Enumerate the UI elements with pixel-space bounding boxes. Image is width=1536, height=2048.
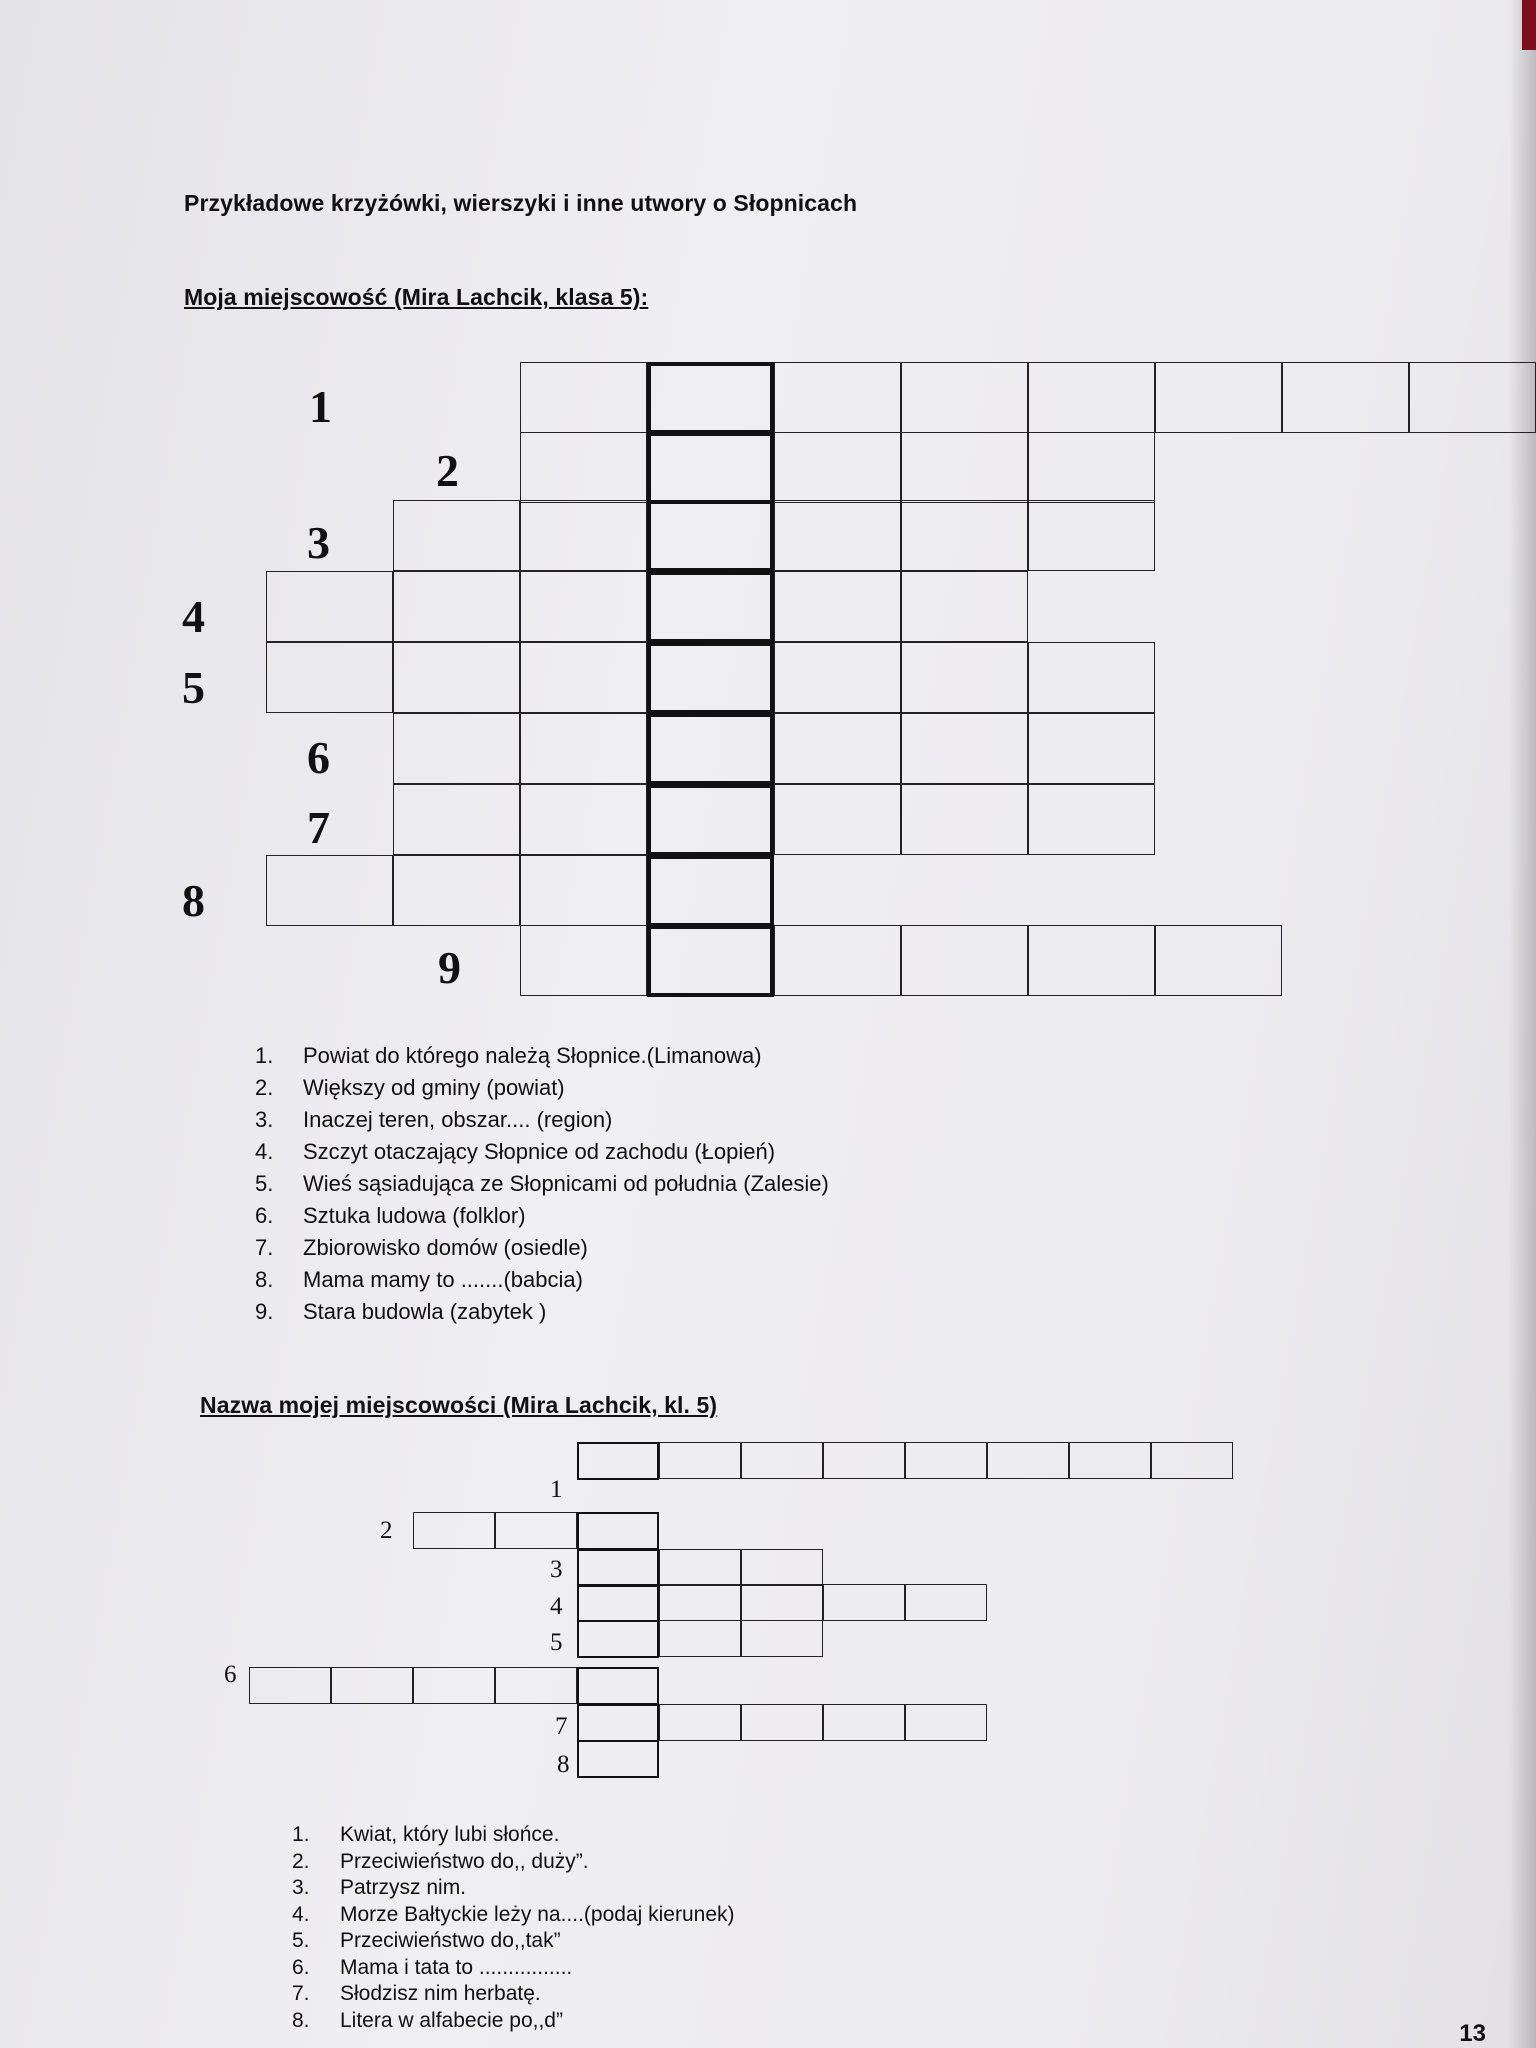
crossword-cell[interactable]	[393, 571, 520, 642]
crossword-cell[interactable]	[901, 784, 1028, 855]
crossword-cell[interactable]	[495, 1512, 577, 1549]
clue-item: 5. Przeciwieństwo do,,tak”	[292, 1929, 561, 1952]
row-number: 4	[550, 1593, 563, 1620]
crossword-cell[interactable]	[1028, 925, 1155, 996]
page-edge-shadow	[1508, 0, 1536, 2048]
crossword-cell[interactable]	[774, 784, 901, 855]
crossword-cell[interactable]	[901, 500, 1028, 571]
row-number: 3	[550, 1556, 563, 1583]
puzzle2-heading: Nazwa mojej miejscowości (Mira Lachcik, kl. 5)	[200, 1392, 718, 1418]
crossword-cell[interactable]	[987, 1442, 1069, 1479]
crossword-cell[interactable]	[741, 1704, 823, 1741]
crossword-cell[interactable]	[901, 432, 1028, 503]
crossword-cell[interactable]	[741, 1620, 823, 1657]
crossword-cell[interactable]	[1151, 1442, 1233, 1479]
row-number: 7	[555, 1713, 568, 1740]
crossword-cell[interactable]	[774, 925, 901, 996]
crossword-cell[interactable]	[659, 1704, 741, 1741]
crossword-cell[interactable]	[520, 362, 647, 433]
crossword-cell[interactable]	[659, 1584, 741, 1621]
crossword-cell[interactable]	[393, 500, 520, 571]
clue-item: 5. Wieś sąsiadująca ze Słopnicami od południa (Zalesie)	[255, 1171, 829, 1196]
clue-item: 9. Stara budowla (zabytek )	[255, 1299, 547, 1324]
crossword-cell[interactable]	[1028, 362, 1155, 433]
crossword-cell[interactable]	[741, 1549, 823, 1586]
crossword-cell[interactable]	[774, 362, 901, 433]
clue-item: 1. Powiat do którego należą Słopnice.(Limanowa)	[255, 1043, 762, 1068]
row-number: 8	[557, 1751, 570, 1778]
page-number: 13	[1459, 2020, 1486, 2047]
crossword-key-cell[interactable]	[647, 362, 774, 434]
crossword-cell[interactable]	[1409, 362, 1536, 433]
clue-item: 8. Mama mamy to .......(babcia)	[255, 1267, 583, 1292]
crossword-cell[interactable]	[331, 1667, 413, 1704]
clue-item: 7. Słodzisz nim herbatę.	[292, 1982, 541, 2005]
crossword-cell[interactable]	[1069, 1442, 1151, 1479]
crossword-cell[interactable]	[495, 1667, 577, 1704]
row-number: 1	[550, 1476, 563, 1503]
crossword-cell[interactable]	[520, 855, 647, 926]
clue-item: 2. Przeciwieństwo do,, duży”.	[292, 1849, 589, 1873]
crossword-key-cell[interactable]	[647, 713, 774, 785]
crossword-cell[interactable]	[249, 1667, 331, 1704]
row-number: 2	[380, 1517, 393, 1544]
red-corner	[1522, 0, 1536, 50]
crossword-cell[interactable]	[1028, 500, 1155, 571]
clue-item: 2. Większy od gminy (powiat)	[255, 1075, 565, 1100]
crossword-cell[interactable]	[1155, 362, 1282, 433]
crossword-key-cell[interactable]	[647, 500, 774, 572]
row-number: 2	[436, 445, 459, 496]
crossword-key-cell[interactable]	[577, 1549, 659, 1587]
page-title: Przykładowe krzyżówki, wierszyki i inne utwory o Słopnicach	[184, 190, 858, 216]
crossword-key-cell[interactable]	[647, 642, 774, 714]
crossword-cell[interactable]	[393, 642, 520, 713]
clue-item: 8. Litera w alfabecie po,,d”	[292, 2008, 563, 2032]
crossword-cell[interactable]	[901, 362, 1028, 433]
crossword-cell[interactable]	[774, 642, 901, 713]
row-number: 3	[307, 517, 330, 568]
clue-item: 1. Kwiat, który lubi słońce.	[292, 1823, 560, 1846]
crossword-cell[interactable]	[1155, 925, 1282, 996]
crossword-cell[interactable]	[901, 642, 1028, 713]
crossword-cell[interactable]	[266, 571, 393, 642]
crossword-cell[interactable]	[520, 571, 647, 642]
crossword-key-cell[interactable]	[647, 855, 774, 927]
clue-item: 4. Morze Bałtyckie leży na....(podaj kierunek)	[292, 1902, 735, 1926]
crossword-cell[interactable]	[1282, 362, 1409, 433]
crossword-cell[interactable]	[823, 1704, 905, 1741]
crossword-key-cell[interactable]	[647, 432, 774, 504]
crossword-2-clues	[292, 1822, 735, 2034]
crossword-cell[interactable]	[905, 1704, 987, 1741]
crossword-cell[interactable]	[741, 1584, 823, 1621]
crossword-cell[interactable]	[774, 500, 901, 571]
row-number: 6	[224, 1661, 237, 1688]
crossword-cell[interactable]	[823, 1584, 905, 1621]
crossword-cell[interactable]	[659, 1442, 741, 1479]
crossword-1-clues	[255, 1040, 829, 1328]
crossword-cell[interactable]	[774, 713, 901, 784]
crossword-cell[interactable]	[774, 571, 901, 642]
puzzle1-heading: Moja miejscowość (Mira Lachcik, klasa 5):	[184, 284, 649, 310]
crossword-key-cell[interactable]	[577, 1512, 659, 1550]
crossword-cell[interactable]	[413, 1512, 495, 1549]
crossword-key-cell[interactable]	[577, 1740, 659, 1778]
crossword-cell[interactable]	[393, 713, 520, 784]
crossword-cell[interactable]	[520, 500, 647, 571]
crossword-cell[interactable]	[520, 432, 647, 503]
crossword-key-cell[interactable]	[647, 784, 774, 856]
clue-item: 6. Mama i tata to ................	[292, 1955, 573, 1979]
crossword-cell[interactable]	[520, 925, 647, 996]
row-number: 9	[438, 942, 461, 993]
crossword-cell[interactable]	[823, 1442, 905, 1479]
row-number: 1	[309, 381, 332, 432]
crossword-cell[interactable]	[266, 642, 393, 713]
crossword-cell[interactable]	[774, 432, 901, 503]
crossword-cell[interactable]	[901, 925, 1028, 996]
clue-item: 4. Szczyt otaczający Słopnice od zachodu (Łopień)	[255, 1139, 776, 1164]
crossword-key-cell[interactable]	[647, 571, 774, 643]
row-number: 6	[307, 732, 330, 783]
crossword-cell[interactable]	[1028, 713, 1155, 784]
crossword-cell[interactable]	[905, 1442, 987, 1479]
crossword-key-cell[interactable]	[577, 1584, 659, 1622]
crossword-key-cell[interactable]	[577, 1667, 659, 1705]
crossword-key-cell[interactable]	[577, 1620, 659, 1658]
crossword-cell[interactable]	[266, 855, 393, 926]
crossword-key-cell[interactable]	[577, 1442, 659, 1480]
crossword-cell[interactable]	[393, 855, 520, 926]
clue-item: 7. Zbiorowisko domów (osiedle)	[255, 1235, 588, 1260]
crossword-cell[interactable]	[1028, 642, 1155, 713]
clue-item: 6. Sztuka ludowa (folklor)	[255, 1203, 526, 1228]
row-number: 5	[182, 662, 205, 713]
clue-item: 3. Inaczej teren, obszar.... (region)	[255, 1107, 613, 1132]
crossword-cell[interactable]	[905, 1584, 987, 1621]
row-number: 5	[550, 1629, 563, 1656]
crossword-key-cell[interactable]	[647, 925, 774, 997]
crossword-cell[interactable]	[520, 642, 647, 713]
crossword-cell[interactable]	[393, 784, 520, 855]
crossword-cell[interactable]	[901, 713, 1028, 784]
crossword-key-cell[interactable]	[577, 1704, 659, 1742]
crossword-cell[interactable]	[1028, 432, 1155, 503]
crossword-cell[interactable]	[520, 713, 647, 784]
crossword-cell[interactable]	[659, 1620, 741, 1657]
crossword-cell[interactable]	[901, 571, 1028, 642]
crossword-cell[interactable]	[1028, 784, 1155, 855]
crossword-cell[interactable]	[413, 1667, 495, 1704]
crossword-cell[interactable]	[659, 1549, 741, 1586]
row-number: 7	[307, 802, 330, 853]
row-number: 8	[182, 875, 205, 926]
row-number: 4	[182, 591, 205, 642]
crossword-cell[interactable]	[520, 784, 647, 855]
crossword-cell[interactable]	[741, 1442, 823, 1479]
clue-item: 3. Patrzysz nim.	[292, 1876, 467, 1899]
